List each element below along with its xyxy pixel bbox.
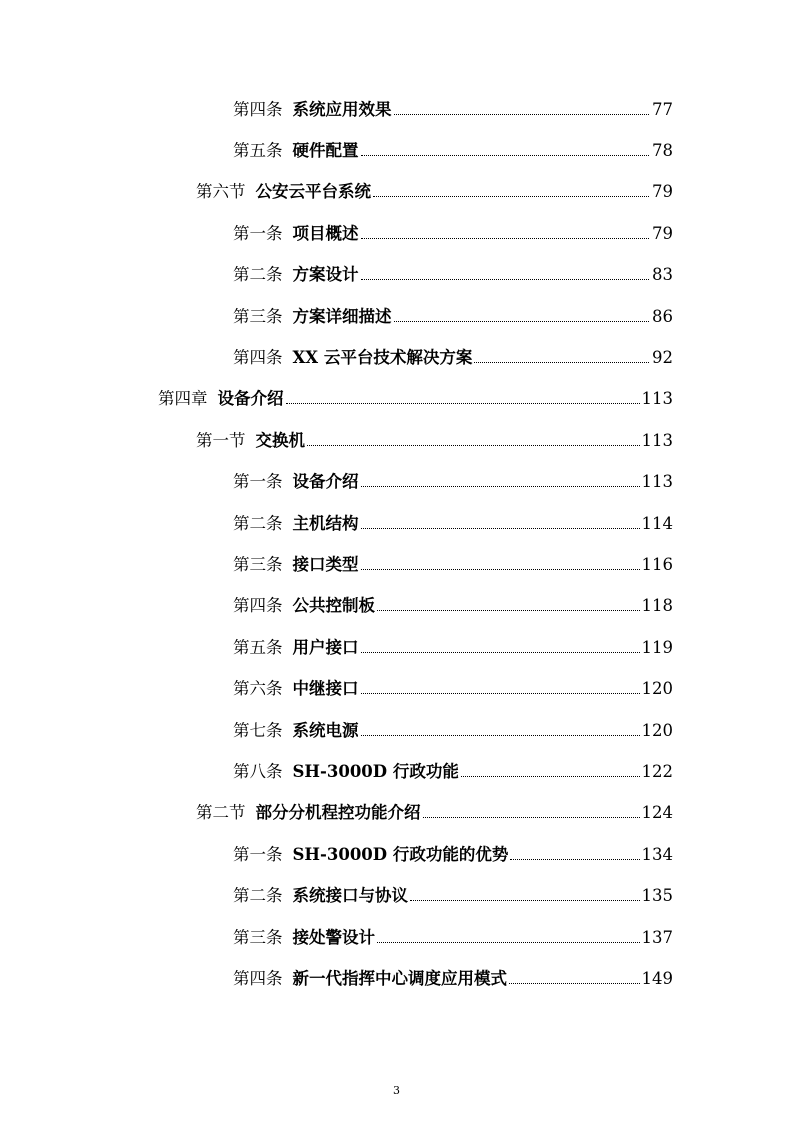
toc-entry-number: 第八条 (233, 761, 283, 781)
toc-entry-number: 第五条 (233, 141, 283, 161)
toc-entry[interactable] (0, 253, 793, 294)
toc-entry-number: 第一条 (233, 472, 283, 492)
toc-entry-page: 122 (641, 761, 673, 781)
toc-entry-number: 第二节 (196, 803, 246, 823)
toc-entry-page: 114 (641, 513, 673, 533)
toc-entry-page: 86 (652, 306, 673, 326)
toc-entry-page: 83 (652, 265, 673, 285)
toc-entry-number: 第四条 (233, 348, 283, 368)
toc-entry-page: 135 (641, 886, 673, 906)
toc-entry-page: 78 (652, 141, 673, 161)
toc-entry-title: 接口类型 (292, 554, 359, 574)
toc-entry[interactable] (0, 956, 793, 997)
table-of-contents (0, 87, 793, 998)
toc-entry-number: 第四条 (233, 596, 283, 616)
toc-entry-number: 第五条 (233, 637, 283, 657)
toc-entry-number: 第六条 (233, 679, 283, 699)
toc-leader-dots (361, 569, 640, 570)
toc-entry-page: 149 (641, 968, 673, 988)
toc-entry-title: 系统应用效果 (292, 99, 392, 119)
toc-entry[interactable] (0, 708, 793, 749)
toc-entry-number: 第二条 (233, 513, 283, 533)
toc-entry-number: 第三条 (233, 554, 283, 574)
toc-leader-dots (474, 362, 649, 363)
toc-entry-title: 方案设计 (292, 265, 359, 285)
toc-entry[interactable] (0, 873, 793, 914)
toc-entry-title: 交换机 (255, 430, 305, 450)
toc-leader-dots (377, 610, 640, 611)
toc-entry-page: 118 (641, 596, 673, 616)
toc-entry-title: 公共控制板 (292, 596, 375, 616)
toc-entry-title: 接处警设计 (292, 927, 375, 947)
toc-entry-title: 方案详细描述 (292, 306, 392, 326)
toc-entry-number: 第四条 (233, 968, 283, 988)
toc-entry-title: SH-3000D 行政功能的优势 (292, 844, 509, 864)
toc-entry-page: 120 (641, 679, 673, 699)
toc-entry-number: 第二条 (233, 886, 283, 906)
toc-entry-number: 第一条 (233, 223, 283, 243)
toc-leader-dots (307, 445, 640, 446)
toc-entry-title: 主机结构 (292, 513, 359, 533)
toc-entry-title: SH-3000D 行政功能 (292, 761, 459, 781)
toc-leader-dots (377, 942, 640, 943)
toc-entry-title: 设备介绍 (292, 472, 359, 492)
toc-entry-title: 部分分机程控功能介绍 (255, 803, 421, 823)
toc-leader-dots (361, 652, 640, 653)
toc-leader-dots (361, 155, 650, 156)
toc-leader-dots (510, 859, 639, 860)
toc-entry-page: 124 (641, 803, 673, 823)
toc-entry-page: 79 (652, 182, 673, 202)
toc-entry-number: 第七条 (233, 720, 283, 740)
toc-entry[interactable] (0, 460, 793, 501)
toc-entry[interactable] (0, 294, 793, 335)
toc-leader-dots (394, 321, 650, 322)
toc-leader-dots (423, 817, 640, 818)
toc-entry[interactable] (0, 87, 793, 128)
toc-entry[interactable] (0, 791, 793, 832)
toc-leader-dots (410, 900, 640, 901)
toc-entry-title: 系统电源 (292, 720, 359, 740)
toc-entry-number: 第六节 (196, 182, 246, 202)
toc-entry-number: 第三条 (233, 927, 283, 947)
toc-entry[interactable] (0, 915, 793, 956)
toc-entry-number: 第二条 (233, 265, 283, 285)
toc-leader-dots (361, 279, 650, 280)
toc-leader-dots (509, 983, 640, 984)
toc-entry-title: XX 云平台技术解决方案 (292, 348, 473, 368)
page-number: 3 (393, 1084, 400, 1097)
toc-leader-dots (361, 238, 650, 239)
toc-leader-dots (394, 114, 650, 115)
toc-entry-page: 119 (641, 637, 673, 657)
toc-entry-number: 第三条 (233, 306, 283, 326)
toc-entry-page: 113 (641, 389, 673, 409)
toc-entry[interactable] (0, 377, 793, 418)
toc-leader-dots (361, 735, 640, 736)
toc-entry-page: 113 (641, 472, 673, 492)
toc-entry[interactable] (0, 418, 793, 459)
toc-entry-page: 77 (652, 99, 673, 119)
toc-entry[interactable] (0, 749, 793, 790)
toc-leader-dots (286, 403, 640, 404)
toc-entry[interactable] (0, 128, 793, 169)
toc-entry[interactable] (0, 832, 793, 873)
toc-entry-number: 第一节 (196, 430, 246, 450)
toc-leader-dots (461, 776, 640, 777)
toc-entry-page: 137 (641, 927, 673, 947)
toc-entry-title: 公安云平台系统 (255, 182, 371, 202)
toc-entry-title: 项目概述 (292, 223, 359, 243)
toc-entry-title: 硬件配置 (292, 141, 359, 161)
toc-entry[interactable] (0, 625, 793, 666)
toc-entry-number: 第四条 (233, 99, 283, 119)
toc-entry-number: 第四章 (158, 389, 208, 409)
toc-leader-dots (361, 528, 640, 529)
toc-entry-title: 中继接口 (292, 679, 359, 699)
toc-entry-title: 设备介绍 (217, 389, 284, 409)
toc-leader-dots (361, 693, 640, 694)
toc-entry-page: 92 (652, 348, 673, 368)
toc-entry[interactable] (0, 335, 793, 376)
toc-leader-dots (361, 486, 640, 487)
toc-entry-page: 120 (641, 720, 673, 740)
toc-entry-title: 新一代指挥中心调度应用模式 (292, 968, 507, 988)
toc-leader-dots (373, 196, 649, 197)
toc-entry-page: 134 (641, 844, 673, 864)
toc-entry-title: 系统接口与协议 (292, 886, 408, 906)
toc-entry-page: 116 (641, 554, 673, 574)
toc-entry[interactable] (0, 170, 793, 211)
toc-entry[interactable] (0, 211, 793, 252)
toc-entry[interactable] (0, 501, 793, 542)
toc-entry-page: 113 (641, 430, 673, 450)
toc-entry-title: 用户接口 (292, 637, 359, 657)
toc-entry[interactable] (0, 542, 793, 583)
toc-entry-page: 79 (652, 223, 673, 243)
toc-entry[interactable] (0, 666, 793, 707)
toc-entry-number: 第一条 (233, 844, 283, 864)
toc-entry[interactable] (0, 584, 793, 625)
